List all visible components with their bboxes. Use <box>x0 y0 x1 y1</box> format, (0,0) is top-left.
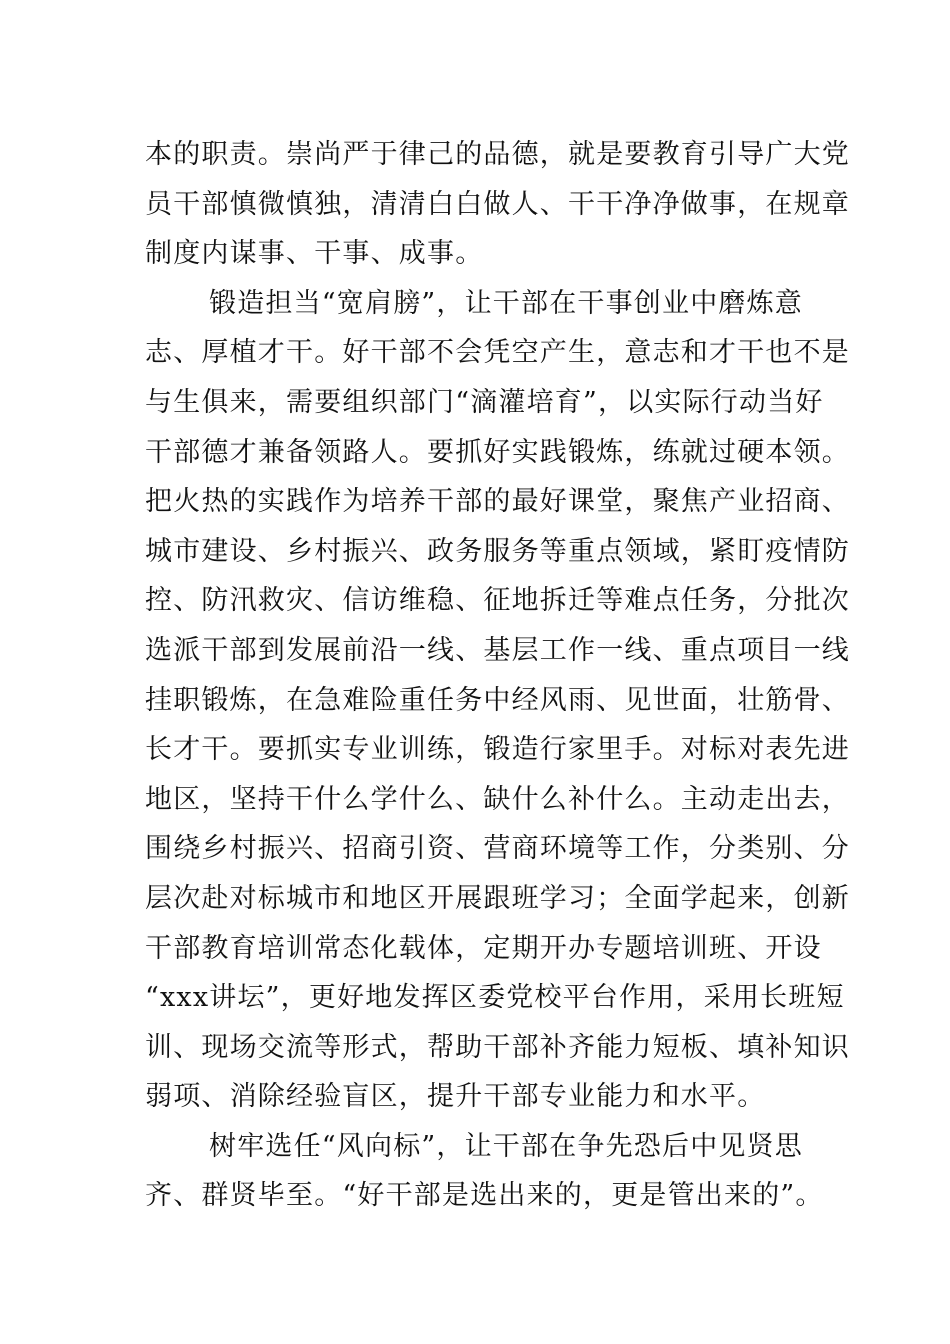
text-line: 志、厚植才干。好干部不会凭空产生，意志和才干也不是 <box>145 337 850 369</box>
text-line: 员干部慎微慎独，清清白白做人、干干净净做事，在规章 <box>145 188 850 220</box>
text-line: 选派干部到发展前沿一线、基层工作一线、重点项目一线 <box>145 634 850 666</box>
text-line: 层次赴对标城市和地区开展跟班学习；全面学起来，创新 <box>145 882 850 914</box>
text-line: 本的职责。崇尚严于律己的品德，就是要教育引导广大党 <box>145 139 850 170</box>
text-line: 制度内谋事、干事、成事。 <box>145 238 484 270</box>
text-line: 训、现场交流等形式，帮助干部补齐能力短板、填补知识 <box>145 1031 850 1063</box>
body-text <box>145 130 850 1221</box>
paragraph-start-line: 锻造担当“宽肩膀”，让干部在干事创业中磨炼意 <box>209 287 804 319</box>
text-line: 干部教育培训常态化载体，定期开办专题培训班、开设 <box>145 932 822 964</box>
text-line: 长才干。要抓实专业训练，锻造行家里手。对标对表先进 <box>145 734 850 766</box>
text-line: 城市建设、乡村振兴、政务服务等重点领域，紧盯疫情防 <box>145 535 850 567</box>
text-line: 齐、群贤毕至。“好干部是选出来的，更是管出来的”。 <box>145 1180 824 1212</box>
text-line: 把火热的实践作为培养干部的最好课堂，聚焦产业招商、 <box>145 486 850 518</box>
text-line: “xxx讲坛”，更好地发挥区委党校平台作用，采用长班短 <box>145 982 845 1014</box>
paragraph-start-line: 树牢选任“风向标”，让干部在争先恐后中见贤思 <box>209 1130 804 1162</box>
text-line: 干部德才兼备领路人。要抓好实践锻炼，练就过硬本领。 <box>145 436 850 468</box>
text-line: 控、防汛救灾、信访维稳、征地拆迁等难点任务，分批次 <box>145 585 850 617</box>
text-line: 挂职锻炼，在急难险重任务中经风雨、见世面，壮筋骨、 <box>145 684 850 716</box>
text-line: 地区，坚持干什么学什么、缺什么补什么。主动走出去， <box>145 783 850 815</box>
text-line: 围绕乡村振兴、招商引资、营商环境等工作，分类别、分 <box>145 833 850 865</box>
text-line: 与生俱来，需要组织部门“滴灌培育”，以实际行动当好 <box>145 386 824 418</box>
text-line: 弱项、消除经验盲区，提升干部专业能力和水平。 <box>145 1081 766 1113</box>
